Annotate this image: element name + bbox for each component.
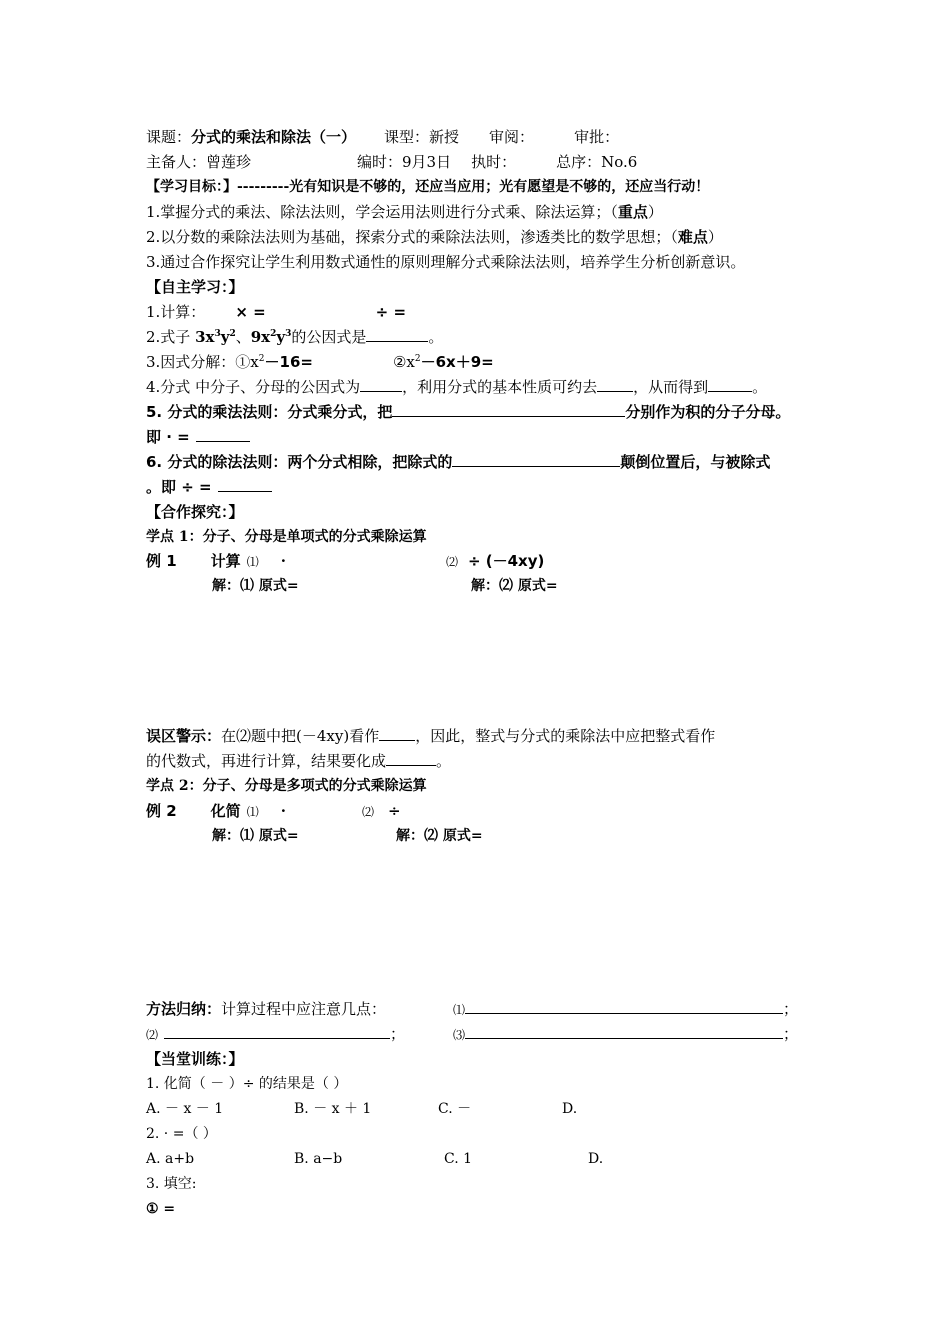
m2-blank[interactable] xyxy=(164,1024,390,1039)
m3-label: ⑶ xyxy=(453,1028,466,1042)
q1-times: × = xyxy=(235,303,266,321)
warning-label: 误区警示： xyxy=(146,727,222,745)
warning-line-2 xyxy=(146,751,451,771)
ex1-part-2: ⑵ xyxy=(445,555,458,569)
motto: ---------光有知识是不够的，还应当应用；光有愿望是不够的，还应当行动！ xyxy=(237,179,710,195)
method-line-1 xyxy=(146,999,386,1019)
q1-option-a[interactable]: A. － x － 1 xyxy=(146,1101,224,1117)
ex2-part-2: ⑵ xyxy=(361,805,374,819)
self-study-q2: 2.式子 $3x^3y^2$、$9x^2y^3$的公因式是 。 xyxy=(146,328,444,346)
ex1-dot: · xyxy=(280,552,286,570)
warning-d: 。 xyxy=(436,752,452,770)
explore-heading: 【合作探究：】 xyxy=(146,503,244,521)
m1-label: ⑴ xyxy=(453,1003,466,1017)
ex1-part-2-expr: ÷ (－4xy) xyxy=(467,552,545,570)
m1-blank[interactable] xyxy=(465,999,783,1014)
m2-label: ⑵ xyxy=(146,1028,159,1042)
method-label: 方法归纳： xyxy=(146,1000,222,1018)
warning-b: ，因此，整式与分式的乘除法中应把整式看作 xyxy=(415,727,716,745)
q6-line2: 。即 ÷ = xyxy=(146,478,212,496)
ex2-part-1: ⑴ xyxy=(246,805,259,819)
lesson-title: 分式的乘法和除法（一） xyxy=(191,128,357,146)
q2-pre: 2.式子 xyxy=(146,328,196,346)
m2-semi: ； xyxy=(390,1025,406,1043)
goal-1-end: ） xyxy=(647,203,663,221)
self-study-q5 xyxy=(146,402,790,422)
q5-a: 5. 分式的乘法法则：分式乘分式，把 xyxy=(146,403,393,421)
seq-field: 总序：No.6 xyxy=(556,153,638,171)
practice-q2: 2. · =（ ） xyxy=(146,1126,217,1142)
q3-b: ②x xyxy=(392,353,415,371)
self-study-q4 xyxy=(146,377,767,397)
q4-a: 4.分式 中分子、分母的公因式为 xyxy=(146,378,361,396)
solution-4 xyxy=(396,826,483,846)
q1-option-b[interactable]: B. － x ＋ 1 xyxy=(294,1101,372,1117)
m1-semi: ； xyxy=(783,1000,799,1018)
ex1-part-1: ⑴ xyxy=(246,555,259,569)
solution-1 xyxy=(212,576,299,596)
point-1: 学点 1：分子、分母是单项式的分式乘除运算 xyxy=(146,529,427,545)
sol-3-label: 解： xyxy=(212,828,240,844)
q6-blank-2[interactable] xyxy=(218,477,272,492)
q4-blank-3[interactable] xyxy=(708,377,752,392)
exec-field: 执时： xyxy=(471,153,517,171)
warning-blank-2[interactable] xyxy=(386,751,436,766)
practice-q1-options xyxy=(146,1099,577,1119)
sol-1-label: 解： xyxy=(212,578,240,594)
goal-item-1 xyxy=(146,202,663,222)
q1-option-c[interactable]: C. － xyxy=(438,1101,472,1117)
q6-a: 6. 分式的除法法则：两个分式相除，把除式的 xyxy=(146,453,453,471)
sol-2: ⑵ 原式= xyxy=(499,578,558,594)
q5-blank[interactable] xyxy=(392,402,625,417)
author-field: 主备人：曾莲珍 xyxy=(146,153,252,171)
warning-line-1 xyxy=(146,726,715,746)
approve-field: 审批： xyxy=(574,128,620,146)
self-study-q6 xyxy=(146,452,770,472)
goal-item-3: 3.通过合作探究让学生利用数式通性的原则理解分式乘除法法则，培养学生分析创新意识。 xyxy=(146,253,746,271)
q2-option-d[interactable]: D. xyxy=(588,1151,604,1167)
q5-b: 分别作为积的分子分母。 xyxy=(625,403,791,421)
q3-label: 3.因式分解：①x xyxy=(146,353,259,371)
practice-q2-options xyxy=(146,1149,603,1169)
self-study-q5-line2 xyxy=(146,427,250,447)
practice-q3-1: ① = xyxy=(146,1201,176,1217)
method-text: 计算过程中应注意几点： xyxy=(221,1000,387,1018)
warning-a: 在⑵题中把(－4xy)看作 xyxy=(221,727,380,745)
ex2-dot: · xyxy=(280,802,286,820)
ex2-label: 例 2 xyxy=(146,802,177,820)
review-field: 审阅： xyxy=(489,128,535,146)
date-field: 编时：9月3日 xyxy=(357,153,452,171)
q4-c: ，从而得到 xyxy=(633,378,709,396)
header-row-1 xyxy=(146,127,619,147)
goal-2-tag: 难点 xyxy=(677,228,708,246)
q2-term-a: 3x xyxy=(195,328,215,346)
q3-a-rest: －16= xyxy=(264,353,313,371)
ex1-label: 例 1 xyxy=(146,552,177,570)
q2-end: 。 xyxy=(428,328,444,346)
sol-4: ⑵ 原式= xyxy=(424,828,483,844)
q1-option-d[interactable]: D. xyxy=(562,1101,578,1117)
method-point-1 xyxy=(453,999,798,1020)
goal-item-2 xyxy=(146,227,723,247)
self-study-heading: 【自主学习：】 xyxy=(146,278,244,296)
q1-div: ÷ = xyxy=(375,303,407,321)
q1-label: 1.计算： xyxy=(146,303,206,321)
warning-c: 的代数式，再进行计算，结果要化成 xyxy=(146,752,387,770)
sol-1: ⑴ 原式= xyxy=(240,578,299,594)
example-1 xyxy=(146,551,544,572)
self-study-q6-line2 xyxy=(146,477,272,497)
q6-blank[interactable] xyxy=(452,452,620,467)
q2-option-c[interactable]: C. 1 xyxy=(444,1151,473,1167)
ex2-div: ÷ xyxy=(387,802,401,820)
sol-3: ⑴ 原式= xyxy=(240,828,299,844)
goal-2-end: ） xyxy=(707,228,723,246)
q2-sep: 、 xyxy=(235,328,251,346)
ex2-calc: 化简 xyxy=(210,802,241,820)
q6-b: 颠倒位置后，与被除式 xyxy=(620,453,771,471)
example-2 xyxy=(146,801,401,822)
goals-heading: 【学习目标：】 xyxy=(146,179,237,195)
goal-2-text: 2.以分数的乘除法法则为基础，探索分式的乘除法法则，渗透类比的数学思想；（ xyxy=(146,228,678,246)
q4-blank-1[interactable] xyxy=(360,377,402,392)
goals-heading-row xyxy=(146,177,709,197)
q4-blank-2[interactable] xyxy=(597,377,633,392)
m3-semi: ； xyxy=(783,1025,799,1043)
q2-blank[interactable] xyxy=(366,327,428,342)
solution-2 xyxy=(471,576,558,596)
sol-4-label: 解： xyxy=(396,828,424,844)
goal-1-tag: 重点 xyxy=(617,203,648,221)
q2-option-b[interactable]: B. a−b xyxy=(294,1151,343,1167)
method-point-3 xyxy=(453,1024,798,1045)
q4-b: ，利用分式的基本性质可约去 xyxy=(402,378,598,396)
q5-line2: 即 · = xyxy=(146,428,190,446)
q4-d: 。 xyxy=(752,378,768,396)
solution-3 xyxy=(212,826,299,846)
q5-blank-2[interactable] xyxy=(196,427,250,442)
point-2: 学点 2：分子、分母是多项式的分式乘除运算 xyxy=(146,778,427,794)
sol-2-label: 解： xyxy=(471,578,499,594)
warning-blank-1[interactable] xyxy=(379,726,415,741)
topic-label: 课题： xyxy=(146,128,192,146)
practice-q3: 3. 填空: xyxy=(146,1176,197,1192)
q2-post: 的公因式是 xyxy=(291,328,367,346)
self-study-q3: 3.因式分解：$①x^2-16=$ $②x^2-6x+9=$ xyxy=(146,353,494,371)
header-row-2 xyxy=(146,152,637,172)
practice-q1: 1. 化简（ － ）÷ 的结果是（ ） xyxy=(146,1076,348,1092)
m3-blank[interactable] xyxy=(465,1024,783,1039)
ex1-calc: 计算 xyxy=(210,552,241,570)
method-point-2 xyxy=(146,1024,405,1045)
q2-term-b: 9x xyxy=(250,328,271,346)
q3-b-rest: －6x＋9= xyxy=(420,353,494,371)
goal-1-text: 1.掌握分式的乘法、除法法则，学会运用法则进行分式乘、除法运算；（ xyxy=(146,203,618,221)
lesson-type: 课型：新授 xyxy=(384,128,460,146)
self-study-q1 xyxy=(146,302,406,322)
practice-heading: 【当堂训练：】 xyxy=(146,1050,244,1068)
q2-option-a[interactable]: A. a+b xyxy=(146,1151,195,1167)
